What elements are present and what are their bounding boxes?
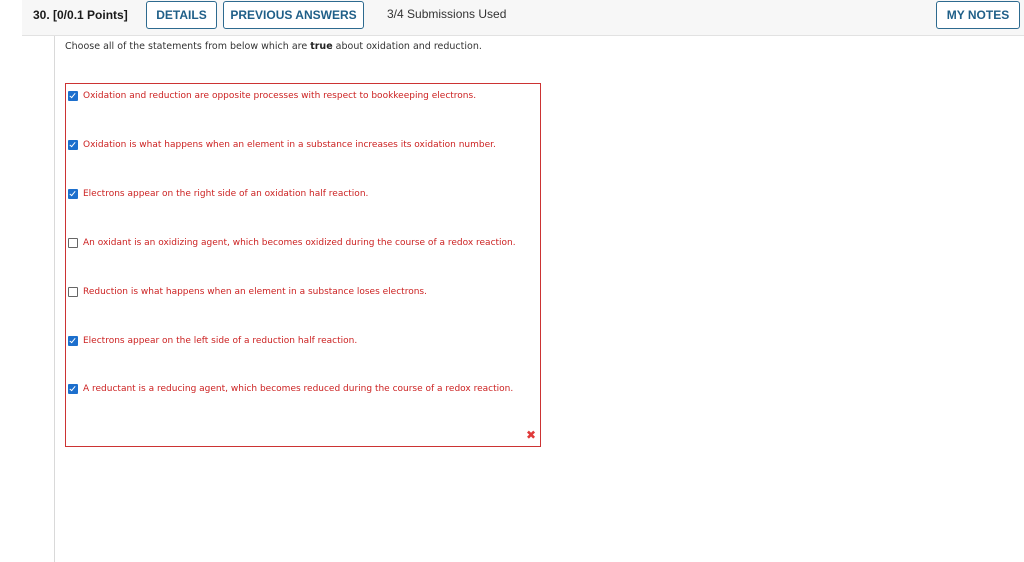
option-label: Oxidation is what happens when an element in a substance increases its oxidation number. bbox=[83, 140, 496, 150]
option-checkbox[interactable] bbox=[68, 189, 78, 199]
option-5[interactable] bbox=[68, 285, 427, 299]
my-notes-button[interactable]: MY NOTES bbox=[936, 1, 1020, 29]
option-2[interactable] bbox=[68, 138, 496, 152]
option-checkbox[interactable] bbox=[68, 238, 78, 248]
option-label: Oxidation and reduction are opposite processes with respect to bookkeeping electrons. bbox=[83, 91, 477, 101]
option-checkbox[interactable] bbox=[68, 384, 78, 394]
prompt-text-end: about oxidation and reduction. bbox=[332, 41, 482, 52]
submissions-used: 3/4 Submissions Used bbox=[387, 7, 507, 21]
question-number: 30. [0/0.1 Points] bbox=[33, 8, 128, 22]
option-label: An oxidant is an oxidizing agent, which becomes oxidized during the course of a redox reaction. bbox=[83, 238, 516, 248]
option-checkbox[interactable] bbox=[68, 336, 78, 346]
option-label: A reductant is a reducing agent, which becomes reduced during the course of a redox reaction. bbox=[83, 384, 514, 394]
option-3[interactable] bbox=[68, 187, 368, 201]
incorrect-x-icon: ✖ bbox=[526, 428, 537, 442]
details-button[interactable]: DETAILS bbox=[146, 1, 217, 29]
option-checkbox[interactable] bbox=[68, 287, 78, 297]
option-6[interactable] bbox=[68, 334, 357, 348]
question-header bbox=[22, 0, 1024, 36]
previous-answers-button[interactable]: PREVIOUS ANSWERS bbox=[223, 1, 364, 29]
option-checkbox[interactable] bbox=[68, 140, 78, 150]
option-label: Reduction is what happens when an element in a substance loses electrons. bbox=[83, 287, 427, 297]
answer-options-box bbox=[65, 83, 541, 447]
option-7[interactable] bbox=[68, 382, 513, 396]
question-prompt bbox=[65, 41, 482, 52]
content-left-rule bbox=[54, 36, 55, 562]
option-4[interactable] bbox=[68, 236, 516, 250]
prompt-emphasis: true bbox=[310, 41, 333, 52]
prompt-text-start: Choose all of the statements from below which are bbox=[65, 41, 311, 52]
option-checkbox[interactable] bbox=[68, 91, 78, 101]
option-label: Electrons appear on the left side of a reduction half reaction. bbox=[83, 336, 358, 346]
option-label: Electrons appear on the right side of an oxidation half reaction. bbox=[83, 189, 369, 199]
option-1[interactable] bbox=[68, 89, 476, 103]
